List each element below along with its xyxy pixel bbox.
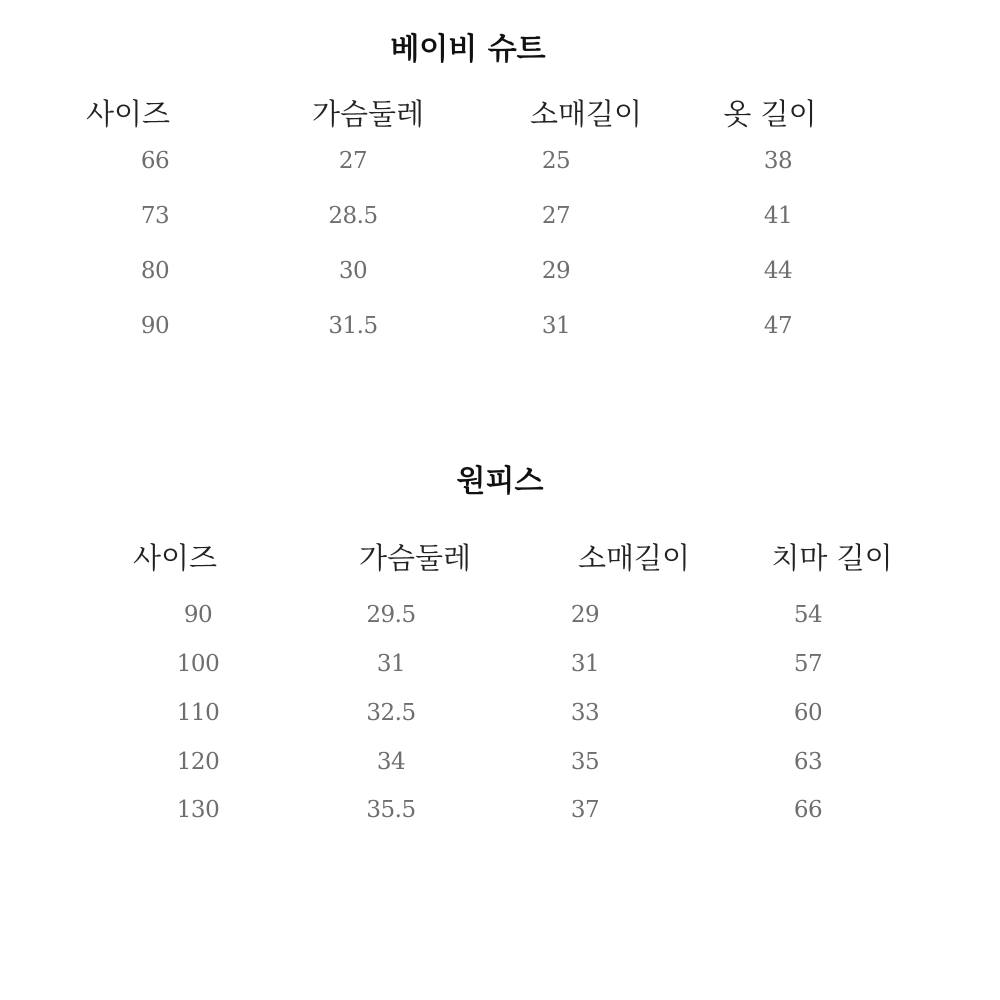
column-header: 소매길이 [577, 541, 691, 575]
table-cell: 28.5 [328, 203, 378, 229]
column-header: 사이즈 [85, 97, 171, 131]
table-cell: 41 [763, 203, 793, 229]
table-cell: 35.5 [366, 797, 416, 823]
column-header: 사이즈 [132, 541, 218, 575]
table-cell: 66 [793, 797, 823, 823]
table-cell: 34 [376, 749, 406, 775]
table-cell: 27 [541, 203, 571, 229]
table-cell: 80 [140, 258, 170, 284]
table-cell: 66 [140, 148, 170, 174]
table-cell: 31 [570, 651, 600, 677]
table-title: 베이비 슈트 [390, 32, 546, 67]
table-cell: 90 [183, 602, 213, 628]
table-cell: 31.5 [328, 313, 378, 339]
table-cell: 130 [176, 797, 220, 823]
table-cell: 32.5 [366, 700, 416, 726]
table-cell: 29.5 [366, 602, 416, 628]
table-cell: 30 [338, 258, 368, 284]
table-cell: 35 [570, 749, 600, 775]
table-cell: 57 [793, 651, 823, 677]
table-cell: 33 [570, 700, 600, 726]
table-cell: 27 [338, 148, 368, 174]
table-cell: 60 [793, 700, 823, 726]
column-header: 옷 길이 [723, 97, 817, 131]
table-cell: 110 [176, 700, 220, 726]
column-header: 소매길이 [529, 97, 643, 131]
table-cell: 38 [763, 148, 793, 174]
table-cell: 31 [541, 313, 571, 339]
column-header: 치마 길이 [771, 541, 893, 575]
table-cell: 120 [176, 749, 220, 775]
table-cell: 100 [176, 651, 220, 677]
table-cell: 54 [793, 602, 823, 628]
table-cell: 90 [140, 313, 170, 339]
table-cell: 25 [541, 148, 571, 174]
table-cell: 44 [763, 258, 793, 284]
table-cell: 63 [793, 749, 823, 775]
table-cell: 31 [376, 651, 406, 677]
table-cell: 47 [763, 313, 793, 339]
table-cell: 37 [570, 797, 600, 823]
table-title: 원피스 [456, 464, 544, 499]
table-cell: 29 [570, 602, 600, 628]
table-cell: 73 [140, 203, 170, 229]
column-header: 가슴둘레 [311, 97, 425, 131]
column-header: 가슴둘레 [358, 541, 472, 575]
table-cell: 29 [541, 258, 571, 284]
